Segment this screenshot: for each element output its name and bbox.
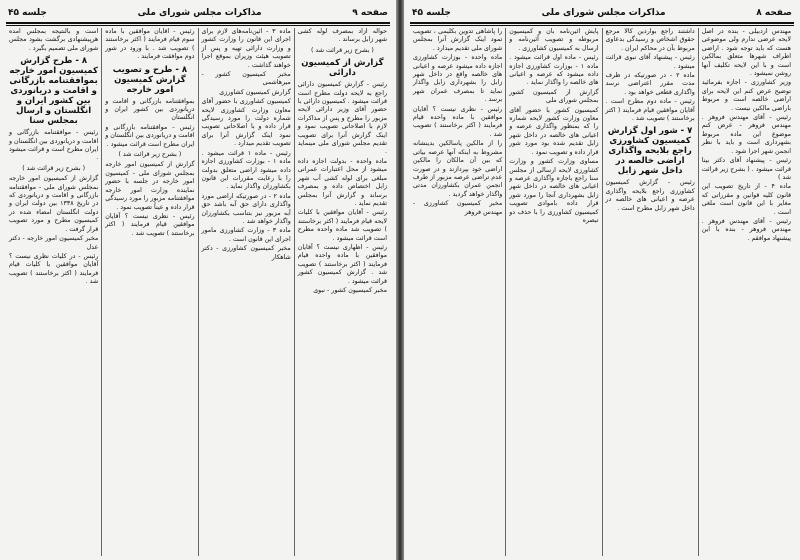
session-number: جلسه ۴۵	[412, 8, 451, 18]
paragraph: ماده ۳ - وزارت کشاورزی مامور اجرای این قانون است .	[201, 227, 291, 243]
paragraph: مخبر کمیسیون کشاورزی - مهندس فروهر	[413, 200, 503, 216]
section-heading: ۷ - شور اول گزارش کمیسیون کشاورزی راجع بلایحه واگذاری اراضی خالصه در داخل شهر زابل	[607, 126, 693, 177]
paragraph: رئیس - اظهاری نیست ؟ آقایان موافقین با ماده واحده قیام فرمایند ( اکثر برخاستند ) تصویب شد . گزارش کمیسیون کشور قرائت میشود .	[297, 243, 387, 285]
text-column	[6, 28, 101, 556]
page-number: صفحه ۹	[352, 8, 388, 18]
paragraph: ماده ۲ - در صورتیکه اراضی مورد واگذاری دارای حق آبه باشد حق آبه مزبور نیز بتناسب بکشاورزان واگذار خواهد شد .	[201, 192, 291, 225]
paragraph: مخبر کمیسیون کشاورزی - دکتر شاهکار	[201, 245, 291, 261]
header-rule	[410, 22, 794, 26]
header-rule	[6, 22, 390, 26]
paragraph: داشتند راجع بواردین کالا مرجع حقوق اشخاص و رسیدگی بدعاوی مربوط بآن در محاکم ایران .	[605, 28, 695, 52]
paragraph: رئیس - نظری نیست ؟ آقایان موافقین با ماده واحده قیام فرمایند ( اکثر برخاستند ) تصویب شد .	[413, 105, 503, 138]
paragraph: ماده واحده - بوزارت کشاورزی اجازه داده میشود عرصه و اعیانی های خالصه واقع در داخل شهر زابل را بشهرداری زابل واگذار نماید تا بمصرف عمران شهر برسد .	[413, 54, 503, 104]
section-heading: ۸ - طرح گزارش کمیسیون امور خارجه بموافقتنامه بازرگانی و اقامت و دریانوردی بین کشور ایران و انگلستان و ارسال بمجلس سنا	[9, 56, 98, 127]
text-column	[505, 28, 601, 556]
paragraph: بموافقتنامه بازرگانی و اقامت و دریانوردی بین کشور ایران و انگلستان	[105, 97, 195, 122]
page-header	[8, 6, 388, 20]
paragraph: رئیس - ماده دوم مطرح است . آقایان موافقین قیام فرمایند ( اکثر برخاستند ) تصویب شد .	[605, 98, 695, 123]
paragraph: مخبر کمیسیون امور خارجه - دکتر عدل	[9, 235, 99, 251]
reading-note: ( بشرح زیر قرائت شد )	[22, 164, 86, 172]
paragraph: رئیس - آقایان موافقین با کلیات لایحه قیام فرمایند ( اکثر برخاستند ) تصویب شد ماده واحده مطرح است قرائت میشود .	[297, 209, 387, 242]
paragraph: ماده ۴ - از تاریخ تصویب این قانون کلیه قوانین و مقرراتی که مغایر با این قانون است ملغی است .	[701, 183, 791, 216]
page-number: صفحه ۸	[756, 8, 792, 18]
paragraph: مخبر کمیسیون کشور - میرهاشمی	[201, 71, 291, 87]
paragraph: گزارش کمیسیون کشاورزی	[219, 88, 291, 96]
reading-note: ( بشرح زیر قرائت شد )	[310, 46, 374, 54]
paragraph: ماده ۲ - در صورتیکه در ظرف مدت مقرر اعتراضی نرسد واگذاری قطعی خواهد بود .	[605, 72, 695, 96]
paragraph: را از مالکین پاسالکین بدینشانه مشروط به اینکه آنها عرصه بیاتی که بین آن مالکان را مالکین اراضی خود بپردازند و در صورت عدم تراضی عرصه مزبور از طرف انجمن عمران بکشاورزان مدتی واگذار خواهد گردید .	[413, 140, 503, 198]
paragraph: مهندس اردبیلی - بنده در اصل لایحه عرضی ندارم ولی موضوعی هست که باید توجه شود . اراضی اطراف شهرها متعلق بمالکین است و با این لایحه تکلیف آنها روشن نمیشود .	[701, 28, 791, 78]
paragraph: گزارش از کمیسیون امور خارجه بمجلس شورای ملی - کمیسیون امور خارجه در جلسه با حضور نماینده وزارت امور خارجه موافقتنامه مزبور را مورد رسیدگی قرار داده و عیناً تصویب نمود .	[105, 161, 195, 211]
text-column	[410, 28, 505, 556]
paragraph: است و بالنتیجه بمجلس آمده هرپیشنهادی برگشت بشود مجلس شورای ملی تصمیم بگیرد .	[9, 28, 99, 52]
paragraph: رئیس - آقایان موافقین با ماده سوم قیام فرمایند ( اکثر برخاستند ) تصویب شد . با ورود در شور دوم موافقت فرمایند .	[105, 28, 195, 61]
paragraph: رئیس - موافقتنامه بازرگانی و اقامت و دریانوردی بین انگلستان و ایران مطرح است و قرائت میشود .	[9, 129, 99, 162]
section-heading: گزارش از کمیسیون دارائی	[301, 58, 384, 79]
publication-title: مذاکرات مجلس شورای ملی	[137, 8, 262, 18]
paragraph: رئیس - ماده ۱ قرائت میشود . ماده ۱ - بوزارت کشاورزی اجازه داده میشود اراضی متعلق بدولت را با رعایت مقررات این قانون بکشاورزان واگذار نماید .	[201, 149, 291, 191]
text-column	[101, 28, 197, 556]
paragraph: رئیس - آقای مهندس فروهر . مهندس فروهر - بنده با این پیشنهاد موافقم .	[701, 217, 791, 242]
text-column	[698, 28, 794, 556]
paragraph: حواله آزاد بمصرف لوله کشی شهر زابل برساند .	[297, 28, 387, 44]
paragraph: رئیس - موافقتنامه بازرگانی و اقامت و دریانوردی بین انگلستان و ایران مطرح است قرائت میشود .	[105, 123, 195, 148]
paragraph: رئیس - ماده اول قرائت میشود . ماده ۱ - بوزارت کشاورزی اجازه داده میشود که عرصه و اعیانی های خالصه را واگذار نماید .	[509, 54, 599, 87]
left-page	[0, 0, 396, 560]
section-heading: ۸ - طرح و تصویب گزارش کمیسیون امور خارجه	[112, 64, 188, 95]
publication-title: مذاکرات مجلس شورای ملی	[541, 8, 666, 18]
paragraph: کمیسیون کشور با حضور آقای معاون وزارت کشور لایحه شماره را که بمنظور واگذاری عرصه و اعیانی های خالصه در داخل شهر زابل تقدیم شده بود مورد شور قرار داده و تصویب نمود .	[509, 106, 599, 156]
paragraph: رئیس - گزارش کمیسیون دارائی راجع به لایحه دولت مطرح است قرائت میشود . کمیسیون دارائی با حضور آقای وزیر دارائی لایحه مزبور را مطرح و پس از مذاکرات لازم با اصلاحاتی تصویب نمود و اینک گزارش آنرا برای تصویب تقدیم مجلس شورای ملی مینماید .	[297, 81, 387, 156]
columns	[6, 28, 390, 556]
text-column	[294, 28, 390, 556]
paragraph: را پاشاهی تدوین بکلیمی ، تصویب تمود اینک گزارش آنرا بمجلس شورای ملی تقدیم میدارد .	[413, 28, 503, 52]
paragraph: رئیس - در کلیات نظری نیست ؟ آقایان موافقین با کلیات قیام فرمایند ( اکثر برخاستند ) تصویب شد .	[9, 252, 99, 286]
paragraph: رئیس - آقای مهندس فروهر . مهندس فروهر - عرض کنم موضوع این ماده مربوط بشهرداری است و باید با نظر انجمن شهر اجرا شود .	[701, 114, 791, 155]
paragraph: ماده ۳ - آئین‌نامه‌های لازم برای اجرای این قانون را وزارت کشور و وزارت دارائی تهیه و پس از تصویب هیئت وزیران بموقع اجرا خواهند گذاشت .	[201, 28, 291, 69]
paragraph: رئیس - پیشنهاد آقای دکتر بینا قرائت میشود . ( بشرح زیر قرائت شد )	[701, 157, 791, 181]
paragraph: مساوی وزارت کشور و وزارت کشاورزی لایحه ارسالی از مجلس سنا راجع باجازه واگذاری عرصه و اعیانی های خالصه در داخل شهر زابل بشهرداری آنجا را مورد شور قرار داده باموادی تصویب کمیسیون کشاورزی را با حذف دو تبصره	[509, 158, 599, 224]
paragraph: رئیس - گزارش کمیسیون کشاورزی راجع بلایحه واگذاری عرصه و اعیانی های خالصه در داخل شهر زابل مطرح است .	[605, 179, 695, 212]
paragraph: گزارش از کمیسیون امور خارجه بمجلس شورای ملی - موافقتنامه بازرگانی و اقامت و دریانوردی که در تاریخ ۱۳۳۸ بین دولت ایران و دولت انگلستان امضاء شده در کمیسیون مطرح و مورد تصویب قرار گرفت .	[9, 175, 99, 233]
columns	[410, 28, 794, 556]
page-header	[412, 6, 792, 20]
paragraph: رئیس - پیشنهاد آقای نبوی قرائت میشود .	[605, 54, 695, 70]
paragraph: گزارش از کمیسیون کشور بمجلس شورای ملی	[509, 88, 599, 105]
session-number: جلسه ۴۵	[8, 8, 47, 18]
paragraph: مخبر کمیسیون کشور - نبوی	[313, 286, 387, 294]
text-column	[198, 28, 294, 556]
paragraph: کمیسیون کشاورزی با حضور آقای معاون وزارت کشاورزی لایحه شماره دولت را مورد رسیدگی قرار داده و با اصلاحاتی تصویب نمود اینک گزارش آنرا برای تصویب تقدیم میدارد .	[201, 98, 291, 148]
paragraph: وزیر کشاورزی - اجازه بفرمائید توضیح عرض کنم این لایحه برای اراضی خالصه است و مربوط باراضی مالکین نیست .	[701, 79, 791, 112]
text-column	[602, 28, 698, 556]
paragraph: پایش آئین‌نامه بآن و کمیسیون مربوطه و تصویب آئین‌نامه و ارسال به کمیسیون کشاورزی .	[509, 28, 599, 52]
reading-note: ( بشرح زیر قرائت شد )	[118, 151, 182, 159]
paragraph: رئیس - نظری نیست ؟ آقایان موافقین قیام فرمایند ( اکثر برخاستند ) تصویب شد .	[105, 212, 195, 237]
right-page	[404, 0, 800, 560]
book-spine	[396, 0, 404, 560]
paragraph: ماده واحده - بدولت اجازه داده میشود از محل اعتبارات عمرانی مبلغی برای لوله کشی آب شهر زابل اختصاص داده و بمصرف برساند و گزارش آنرا بمجلس تقدیم نماید .	[297, 157, 387, 207]
